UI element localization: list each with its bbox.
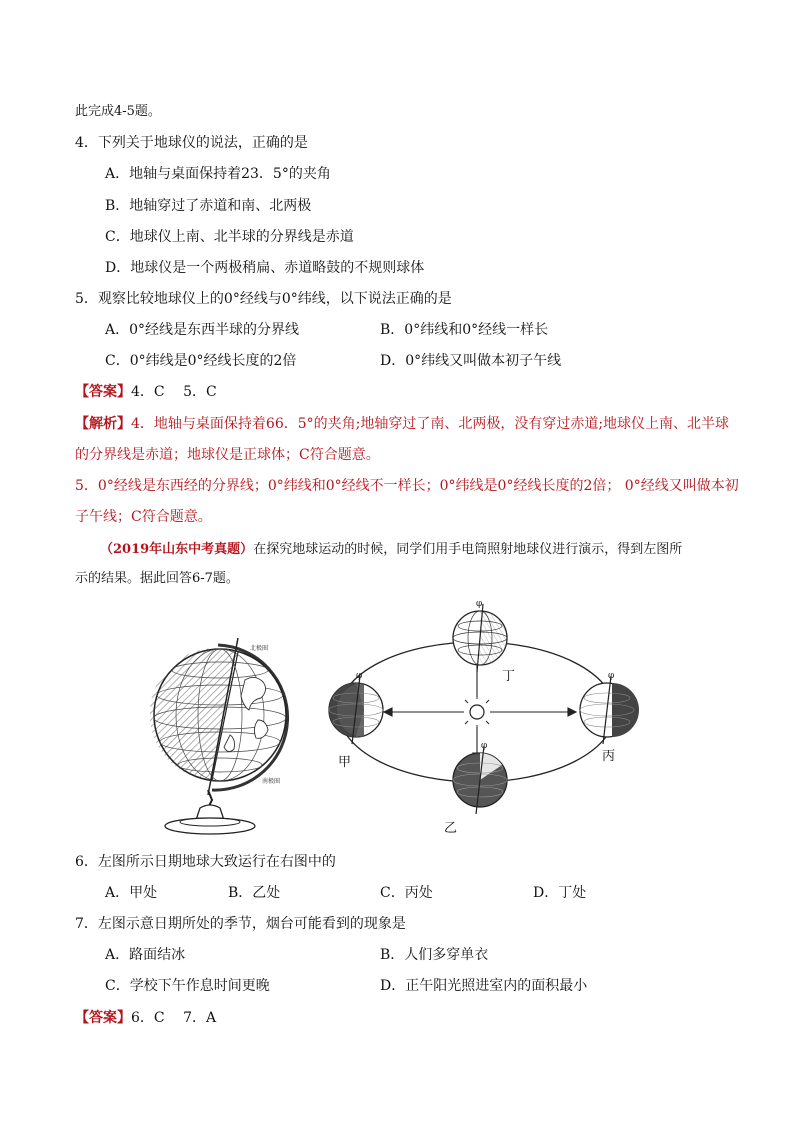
answer-tag: 【答案】: [75, 384, 131, 400]
q4-option-b: B．地轴穿过了赤道和南、北两极: [105, 198, 312, 214]
material-line-2: 示的结果。据此回答6-7题。: [75, 571, 239, 586]
material-text-1: 在探究地球运动的时候，同学们用手电筒照射地球仪进行演示，得到左图所: [253, 542, 683, 557]
analysis-tag: 【解析】: [75, 416, 131, 432]
antarctic-circle-label: 南极圈: [262, 778, 281, 785]
earth-position-ding: [453, 600, 507, 672]
q7-option-c: C．学校下午作息时间更晚: [105, 978, 270, 994]
q7-option-a: A．路面结冰: [105, 947, 186, 963]
q6-option-d: D．丁处: [533, 885, 587, 901]
orbit-diagram: [329, 600, 639, 836]
q4-stem: 4．下列关于地球仪的说法，正确的是: [75, 135, 308, 151]
label-jia: 甲: [338, 755, 352, 770]
answer-6-7: [75, 1008, 216, 1028]
material-line-1: [100, 540, 682, 560]
arctic-circle-label: 北极圈: [250, 645, 269, 652]
figure-area: [150, 600, 650, 845]
q5-option-d: D．0°纬线又叫做本初子午线: [380, 353, 562, 369]
globe-and-orbit-figure: [150, 600, 650, 845]
label-ding: 丁: [502, 669, 516, 684]
answer-4-5: [75, 382, 217, 402]
q5-option-a: A．0°经线是东西半球的分界线: [105, 322, 300, 338]
intro-tail: 此完成4-5题。: [75, 104, 161, 119]
q4-option-a: A．地轴与桌面保持着23．5°的夹角: [105, 166, 331, 182]
globe-drawing: [150, 638, 288, 834]
earth-position-bing: [580, 671, 639, 744]
analysis-line-2: 的分界线是赤道；地球仪是正球体；C符合题意。: [75, 447, 380, 463]
material-source: （2019年山东中考真题）: [100, 542, 254, 557]
answer2-text: 6．C 7．A: [131, 1010, 217, 1026]
analysis-line-1: [75, 414, 729, 434]
q5-stem: 5．观察比较地球仪上的0°经线与0°纬线，以下说法正确的是: [75, 291, 452, 307]
answer-text: 4．C 5．C: [131, 384, 217, 400]
svg-text:φ: φ: [608, 671, 615, 681]
label-bing: 丙: [602, 749, 616, 764]
q5-option-c: C．0°纬线是0°经线长度的2倍: [105, 353, 297, 369]
svg-text:φ: φ: [481, 741, 488, 751]
q7-option-b: B．人们多穿单衣: [380, 947, 489, 963]
svg-text:φ: φ: [476, 600, 483, 609]
analysis-line-3: 5．0°经线是东西经的分界线；0°纬线和0°经线不一样长；0°纬线是0°经线长度的2倍； 0°经线又叫做本初: [75, 478, 739, 494]
answer2-tag: 【答案】: [75, 1010, 131, 1026]
q6-option-c: C．丙处: [380, 885, 433, 901]
svg-text:φ: φ: [356, 671, 363, 681]
analysis-text-1: 4．地轴与桌面保持着66．5°的夹角;地轴穿过了南、北两极，没有穿过赤道;地球仪上南、北半球: [131, 416, 730, 432]
q6-stem: 6．左图所示日期地球大致运行在右图中的: [75, 854, 336, 870]
q4-option-c: C．地球仪上南、北半球的分界线是赤道: [105, 229, 354, 245]
earth-position-yi: [453, 741, 507, 814]
q7-stem: 7．左图示意日期所处的季节，烟台可能看到的现象是: [75, 916, 406, 932]
sun-icon: [460, 695, 494, 729]
label-yi: 乙: [444, 821, 458, 836]
q6-option-b: B．乙处: [228, 885, 281, 901]
q6-option-a: A．甲处: [105, 885, 158, 901]
q5-option-b: B．0°纬线和0°经线一样长: [380, 322, 549, 338]
q7-option-d: D．正午阳光照进室内的面积最小: [380, 978, 588, 994]
q4-option-d: D．地球仪是一个两极稍扁、赤道略鼓的不规则球体: [105, 260, 425, 276]
analysis-line-4: 子午线；C符合题意。: [75, 509, 212, 525]
earth-position-jia: [329, 671, 383, 744]
